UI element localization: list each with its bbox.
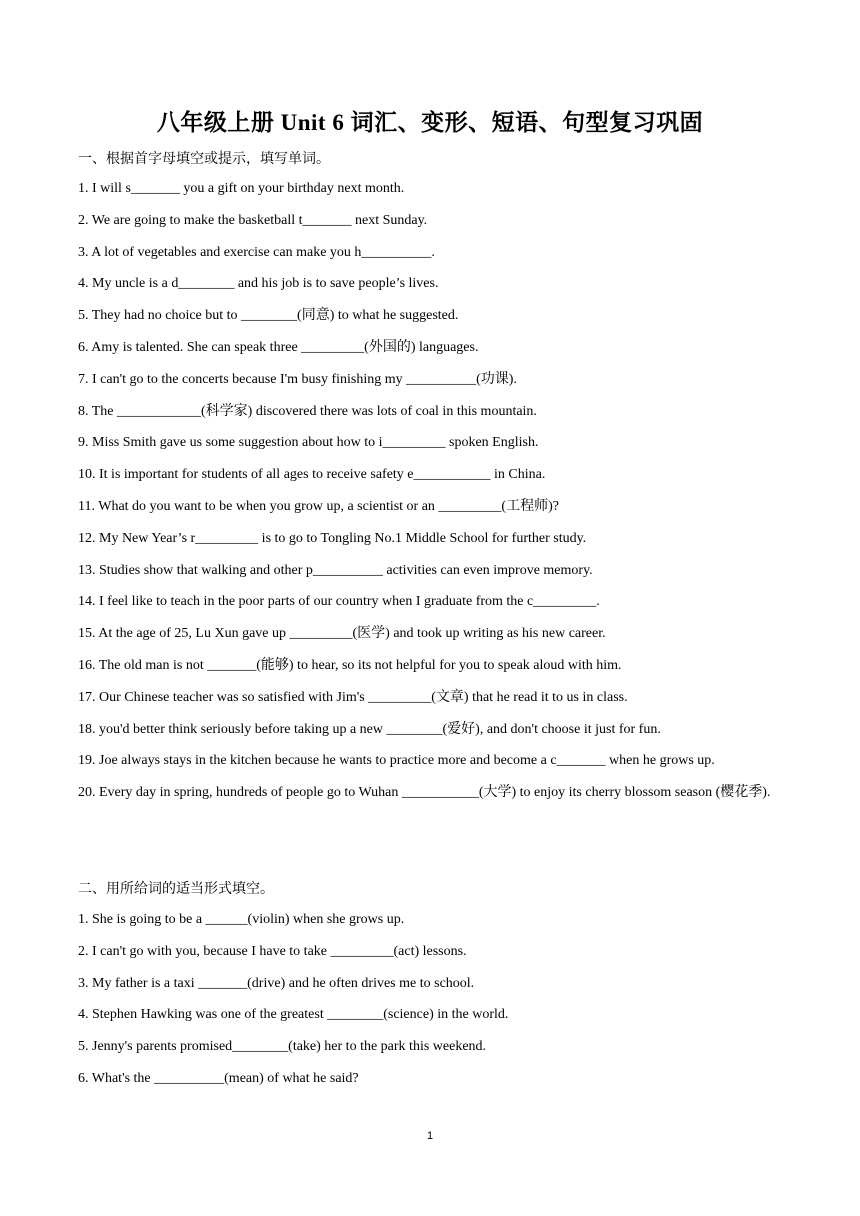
question-item: 14. I feel like to teach in the poor parts of our country when I graduate from the c_________. [78,594,600,610]
question-item: 10. It is important for students of all ages to receive safety e___________ in China. [78,467,546,483]
question-item: 18. you'd better think seriously before taking up a new ________(爱好), and don't choose it just for fun. [78,721,661,737]
question-item: 3. My father is a taxi _______(drive) and he often drives me to school. [78,975,475,991]
question-item: 1. She is going to be a ______(violin) when she grows up. [78,912,405,927]
question-item: 3. A lot of vegetables and exercise can make you h__________. [78,244,435,260]
question-item: 2. I can't go with you, because I have to take _________(act) lessons. [78,943,467,959]
question-item: 1. I will s_______ you a gift on your birthday next month. [78,181,405,196]
question-item: 17. Our Chinese teacher was so satisfied with Jim's _________(文章) that he read it to us in class. [78,689,628,705]
question-item: 9. Miss Smith gave us some suggestion about how to i_________ spoken English. [78,435,539,451]
question-item: 5. They had no choice but to ________(同意) to what he suggested. [78,308,459,324]
question-item: 8. The ____________(科学家) discovered there was lots of coal in this mountain. [78,403,537,419]
question-item: 15. At the age of 25, Lu Xun gave up _________(医学) and took up writing as his new career. [78,626,606,642]
question-item: 6. What's the __________(mean) of what he said? [78,1070,359,1086]
question-item: 2. We are going to make the basketball t_______ next Sunday. [78,212,428,228]
section-1-heading: 一、根据首字母填空或提示，填写单词。 [78,151,330,167]
question-item: 4. Stephen Hawking was one of the greatest ________(science) in the world. [78,1007,509,1023]
question-item: 13. Studies show that walking and other p__________ activities can even improve memory. [78,562,593,578]
question-item: 12. My New Year’s r_________ is to go to Tongling No.1 Middle School for further study. [78,530,587,546]
question-item: 11. What do you want to be when you grow up, a scientist or an _________(工程师)? [78,498,559,514]
page-number: 1 [426,1130,434,1142]
question-item: 5. Jenny's parents promised________(take) her to the park this weekend. [78,1039,487,1055]
section-2-heading: 二、用所给词的适当形式填空。 [78,881,274,897]
question-item: 4. My uncle is a d________ and his job is to save people’s lives. [78,276,439,292]
question-item: 7. I can't go to the concerts because I'm busy finishing my __________(功课). [78,371,517,387]
section-1-list [78,179,798,809]
question-item: 19. Joe always stays in the kitchen because he wants to practice more and become a c_______ when he grows up. [78,753,715,769]
question-item: 6. Amy is talented. She can speak three _________(外国的) languages. [78,339,479,355]
page-title: 八年级上册 Unit 6 词汇、变形、短语、句型复习巩固 [156,110,704,135]
section-2-list [78,910,798,1101]
question-item: 20. Every day in spring, hundreds of people go to Wuhan ___________(大学) to enjoy its cherry blossom season (樱花季). [78,785,771,801]
question-item: 16. The old man is not _______(能够) to hear, so its not helpful for you to speak aloud with him. [78,657,622,673]
